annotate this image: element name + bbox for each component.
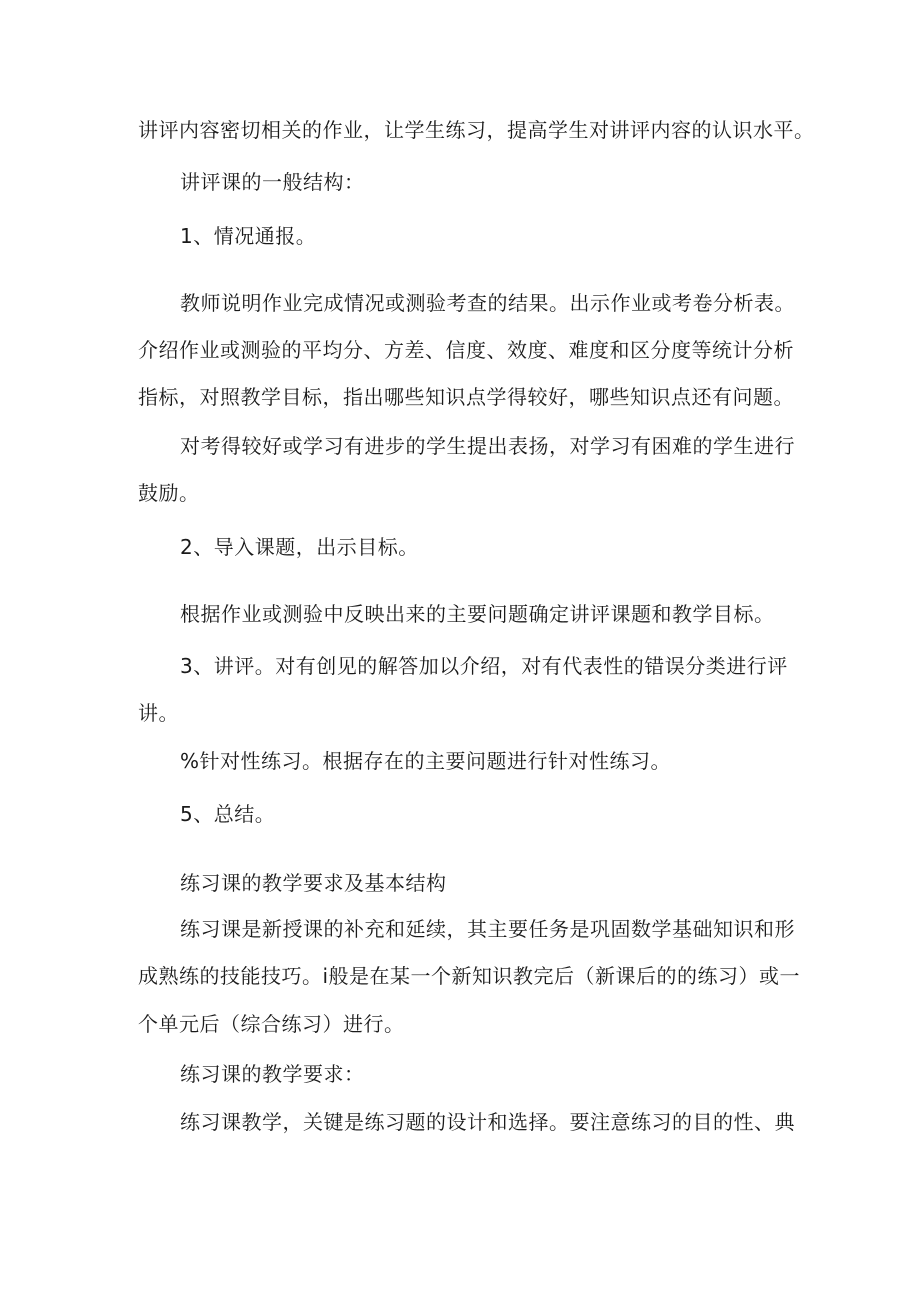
paragraph-line: 讲。 — [138, 701, 179, 725]
paragraph-line: 指标，对照教学目标，指出哪些知识点学得较好，哪些知识点还有问题。 — [138, 385, 794, 409]
paragraph-line: 个单元后（综合练习）进行。 — [138, 1012, 405, 1036]
list-item-heading: 3、讲评。对有创见的解答加以介绍，对有代表性的错误分类进行评 — [180, 654, 788, 678]
section-heading: 练习课的教学要求及基本结构 — [180, 871, 447, 895]
paragraph-line: 对考得较好或学习有进步的学生提出表扬，对学习有困难的学生进行 — [180, 434, 795, 458]
paragraph-line: 介绍作业或测验的平均分、方差、信度、效度、难度和区分度等统计分析 — [138, 338, 794, 362]
paragraph-line: 练习课教学，关键是练习题的设计和选择。要注意练习的目的性、典 — [180, 1110, 795, 1134]
section-heading: 练习课的教学要求： — [180, 1062, 365, 1086]
list-item-heading: %针对性练习。根据存在的主要问题进行针对性练习。 — [180, 749, 672, 773]
paragraph-line: 练习课是新授课的补充和延续，其主要任务是巩固数学基础知识和形 — [180, 917, 795, 941]
list-item-heading: 5、总结。 — [180, 802, 276, 826]
paragraph-line: 根据作业或测验中反映出来的主要问题确定讲评课题和教学目标。 — [180, 602, 775, 626]
list-item-heading: 1、情况通报。 — [180, 224, 317, 248]
section-heading: 讲评课的一般结构： — [180, 170, 365, 194]
paragraph-line: 成熟练的技能技巧。i般是在某一个新知识教完后（新课后的的练习）或一 — [138, 964, 801, 988]
paragraph-line: 讲评内容密切相关的作业，让学生练习，提高学生对讲评内容的认识水平。 — [138, 118, 815, 142]
list-item-heading: 2、导入课题，出示目标。 — [180, 535, 419, 559]
paragraph-line: 教师说明作业完成情况或测验考查的结果。出示作业或考卷分析表。 — [180, 291, 795, 315]
paragraph-line: 鼓励。 — [138, 481, 200, 505]
